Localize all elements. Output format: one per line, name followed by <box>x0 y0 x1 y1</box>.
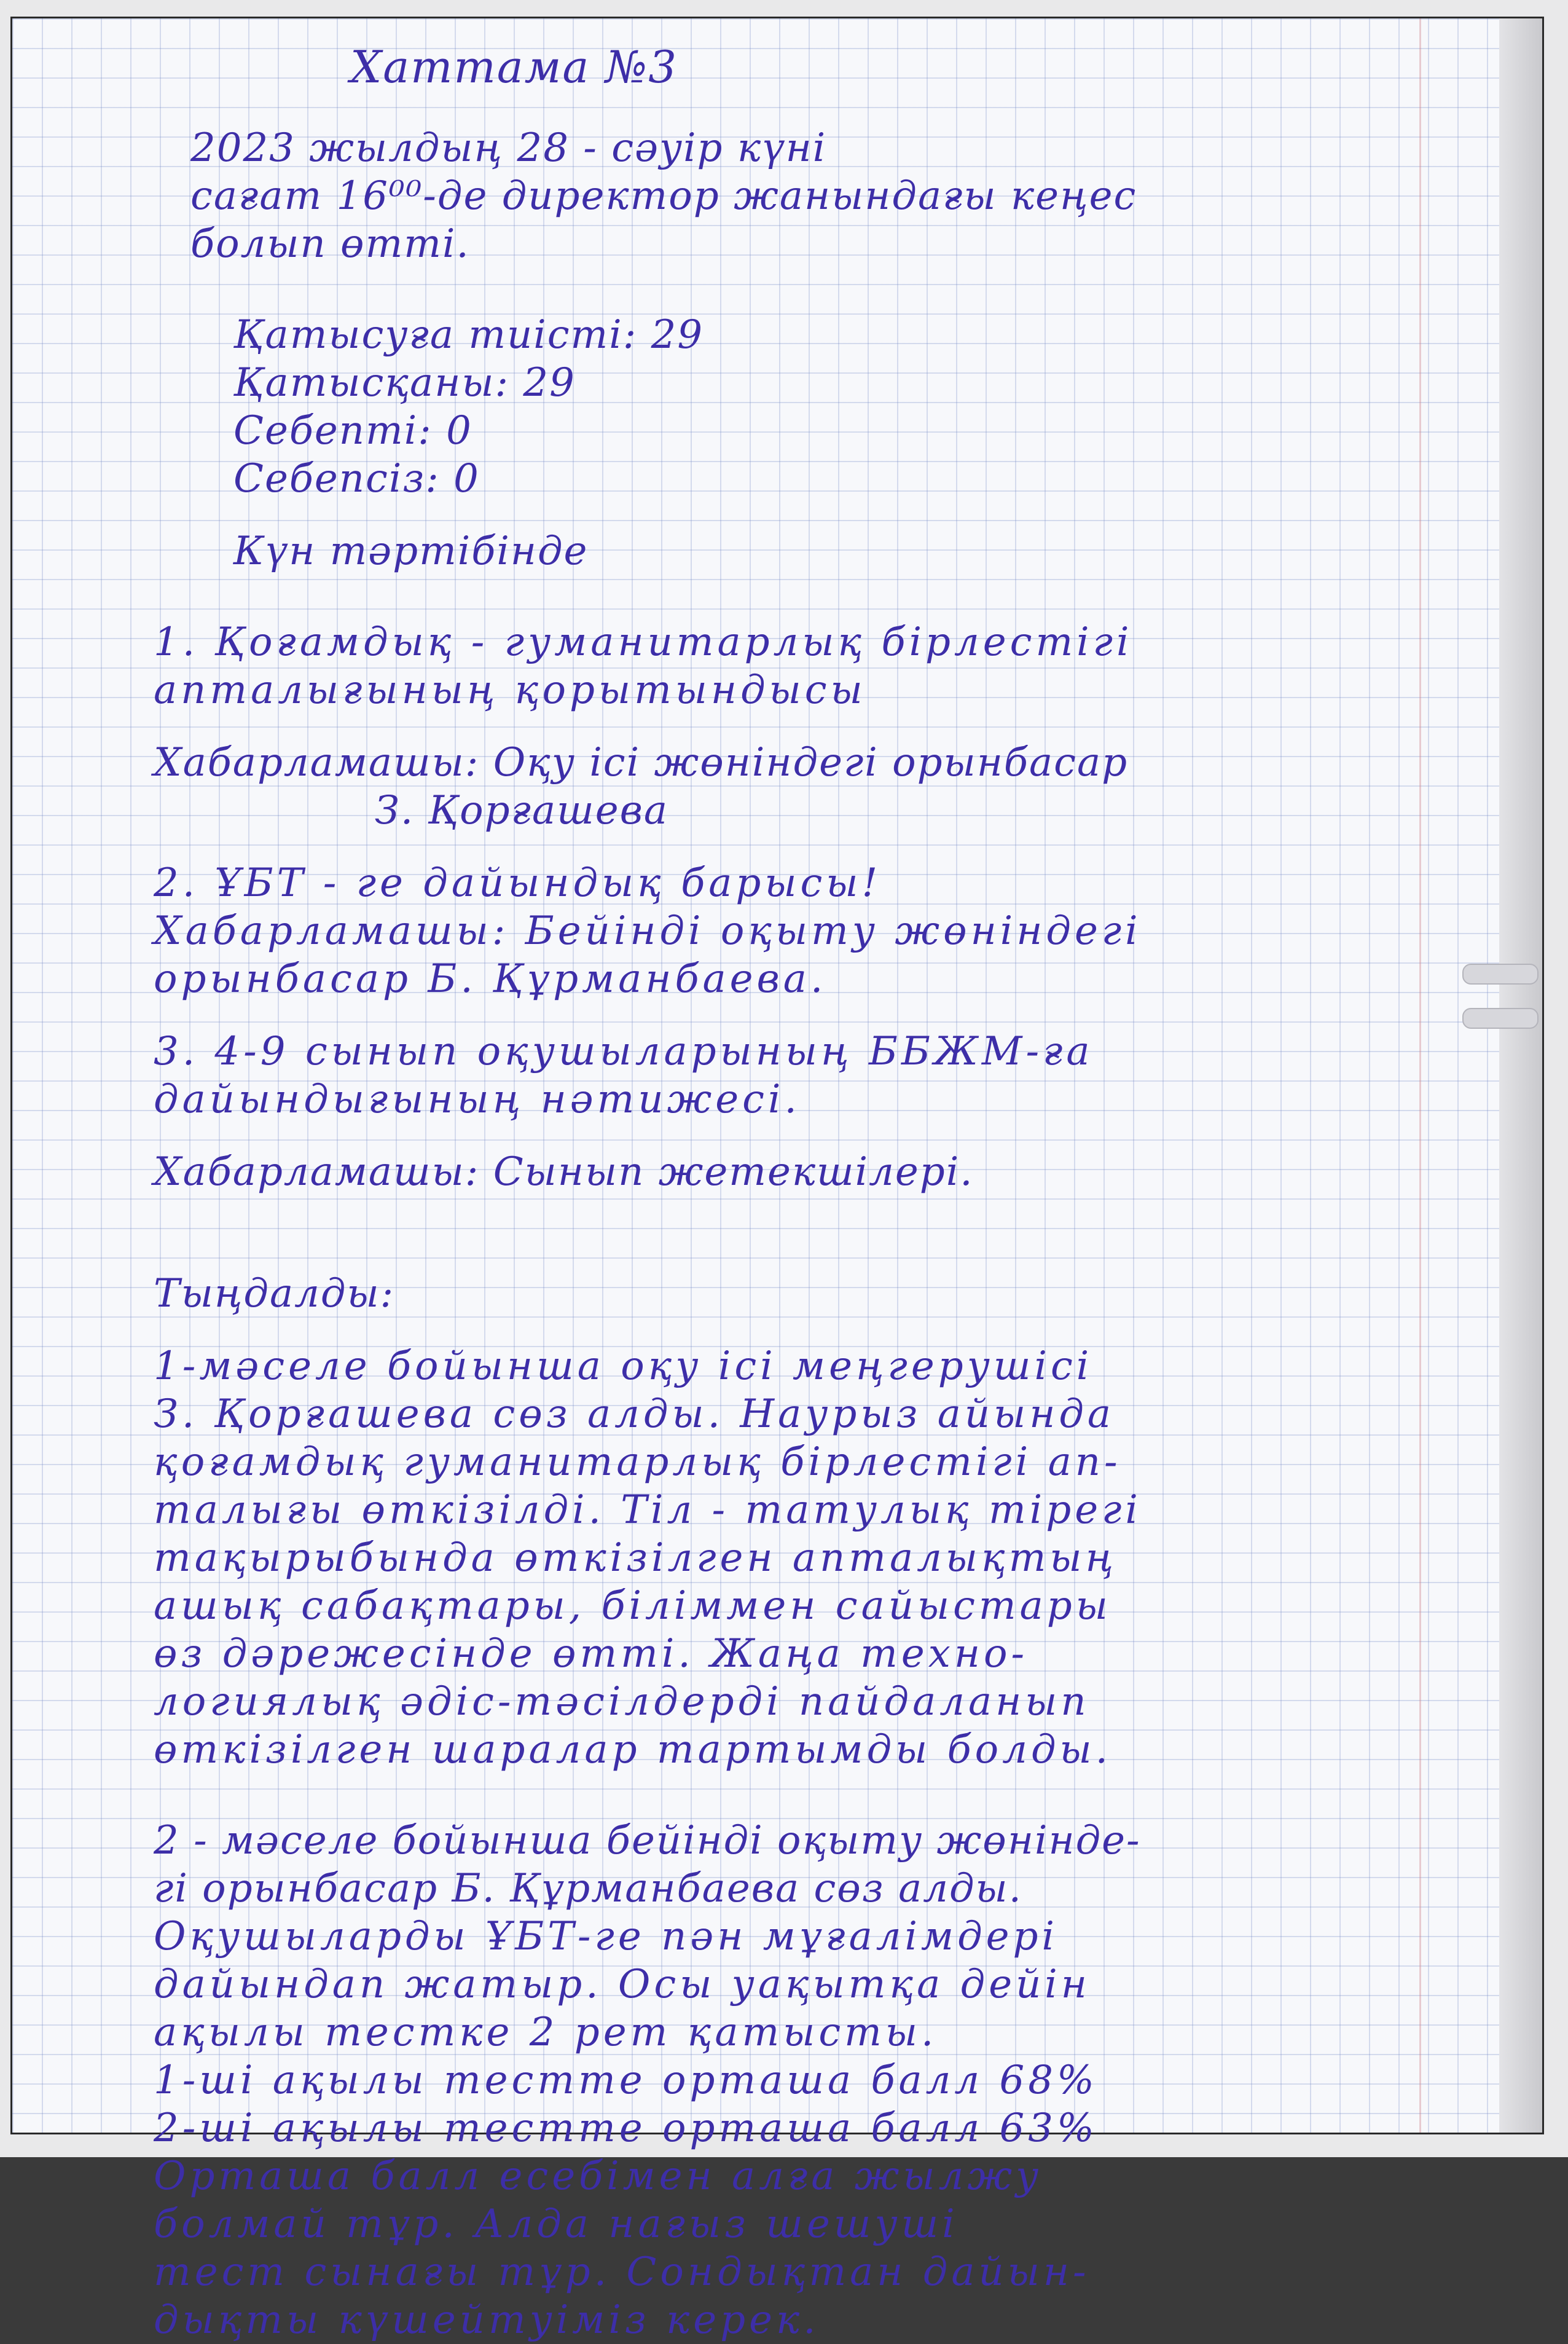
agenda-heading: Күн тәртібінде <box>233 529 589 574</box>
listened-line: ашық сабақтары, біліммен сайыстары <box>154 1583 1111 1629</box>
binder-hole <box>1462 1008 1539 1029</box>
listened-line: 1-мәселе бойынша оқу ісі меңгерушісі <box>154 1343 1093 1389</box>
meeting-line: болып өтті. <box>190 221 470 267</box>
listened-line: Оқушыларды ҰБТ-ге пән мұғалімдері <box>154 1914 1058 1959</box>
listened-line: өткізілген шаралар тартымды болды. <box>154 1727 1111 1772</box>
agenda-line: 1. Қоғамдық - гуманитарлық бірлестігі <box>154 619 1133 665</box>
agenda-line: Хабарламашы: Оқу ісі жөніндегі орынбасар <box>154 740 1129 785</box>
attendance-line: Себепті: 0 <box>233 408 472 454</box>
listened-line: тақырыбында өткізілген апталықтың <box>154 1535 1118 1581</box>
attendance-line: Себепсіз: 0 <box>233 456 480 501</box>
listened-line: қоғамдық гуманитарлық бірлестігі ап- <box>154 1439 1121 1485</box>
attendance-line: Қатысуға тиісті: 29 <box>233 312 704 358</box>
listened-line: ақылы тестке 2 рет қатысты. <box>154 2010 938 2055</box>
attendance-line: Қатысқаны: 29 <box>233 360 576 406</box>
meeting-line: 2023 жылдың 28 - сәуір күні <box>190 125 827 171</box>
listened-line: логиялық әдіс-тәсілдерді пайдаланып <box>154 1679 1090 1725</box>
agenda-line: Хабарламашы: Бейінді оқыту жөніндегі <box>154 908 1142 954</box>
meeting-line: сағат 16⁰⁰-де директор жанындағы кеңес <box>190 173 1137 219</box>
listened-line: Орташа балл есебімен алға жылжу <box>154 2153 1043 2199</box>
agenda-line: апталығының қорытындысы <box>154 667 866 713</box>
agenda-line: 3. 4-9 сынып оқушыларының ББЖМ-ға <box>154 1029 1094 1074</box>
listened-heading: Тыңдалды: <box>154 1271 395 1316</box>
binder-hole <box>1462 964 1539 985</box>
listened-line: 1-ші ақылы тестте орташа балл 68% <box>154 2058 1098 2103</box>
agenda-line: 2. ҰБТ - ге дайындық барысы! <box>154 860 882 906</box>
agenda-line: дайындығының нәтижесі. <box>154 1077 801 1122</box>
listened-line: талығы өткізілді. Тіл - татулық тірегі <box>154 1487 1142 1533</box>
listened-line: өз дәрежесінде өтті. Жаңа техно- <box>154 1631 1029 1677</box>
listened-line: 2-ші ақылы тестте орташа балл 63% <box>154 2106 1098 2151</box>
agenda-line: Хабарламашы: Сынып жетекшілері. <box>154 1149 974 1195</box>
listened-line: 2 - мәселе бойынша бейінді оқыту жөнінде- <box>154 1818 1141 1863</box>
agenda-line: орынбасар Б. Құрманбаева. <box>154 956 827 1002</box>
listened-line: дайындап жатыр. Осы уақытқа дейін <box>154 1962 1091 2007</box>
minutes-title: Хаттама №3 <box>350 41 678 93</box>
agenda-line: З. Қорғашева <box>375 788 668 833</box>
listened-line: гі орынбасар Б. Құрманбаева сөз алды. <box>154 1866 1022 1911</box>
listened-line: тест сынағы тұр. Сондықтан дайын- <box>154 2249 1090 2295</box>
page-edge <box>1499 18 1542 2133</box>
notebook-page <box>12 18 1542 2343</box>
listened-line: дықты күшейтуіміз керек. <box>154 2297 820 2343</box>
listened-line: З. Қорғашева сөз алды. Наурыз айында <box>154 1391 1115 1437</box>
listened-line: болмай тұр. Алда нағыз шешуші <box>154 2201 958 2247</box>
handwritten-minutes <box>154 43 1444 2344</box>
